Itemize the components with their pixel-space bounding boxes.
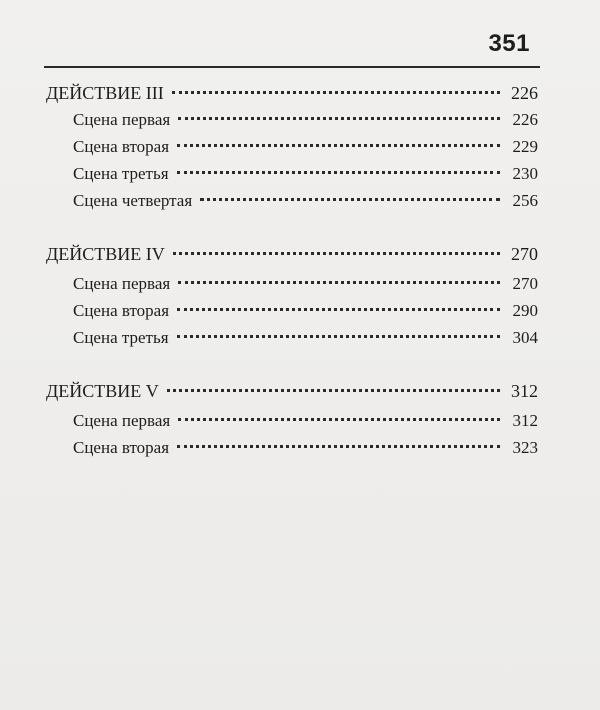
- act-title: ДЕЙСТВИЕ IV: [46, 244, 165, 264]
- act-page: 226: [511, 83, 538, 103]
- act-page: 312: [511, 381, 538, 401]
- dot-leader: [177, 445, 500, 448]
- page-number: 351: [488, 30, 530, 57]
- dot-leader: [177, 335, 500, 338]
- toc-scene: [46, 107, 538, 133]
- toc-scene: [46, 435, 538, 461]
- scene-page: 323: [512, 438, 538, 457]
- scene-page: 229: [512, 137, 538, 156]
- dot-leader: [177, 308, 500, 311]
- act-title: ДЕЙСТВИЕ III: [46, 83, 164, 103]
- scene-page: 290: [512, 301, 538, 320]
- toc-scene: [46, 325, 538, 351]
- scene-title: Сцена вторая: [73, 137, 170, 156]
- scene-title: Сцена первая: [73, 411, 171, 430]
- act-page: 270: [511, 244, 538, 264]
- dot-leader: [173, 252, 500, 255]
- toc-scene: [46, 298, 538, 324]
- scene-title: Сцена вторая: [73, 301, 170, 320]
- scene-page: 226: [512, 110, 538, 129]
- scene-title: Сцена вторая: [73, 438, 170, 457]
- toc-act-5: [46, 378, 538, 404]
- scene-title: Сцена третья: [73, 164, 169, 183]
- scene-page: 256: [512, 191, 538, 210]
- scene-page: 230: [512, 164, 538, 183]
- dot-leader: [200, 198, 500, 201]
- dot-leader: [178, 418, 500, 421]
- scene-title: Сцена первая: [73, 110, 171, 129]
- scene-title: Сцена третья: [73, 328, 169, 347]
- dot-leader: [177, 144, 500, 147]
- toc-scene: [46, 188, 538, 214]
- scene-page: 312: [512, 411, 538, 430]
- dot-leader: [178, 117, 500, 120]
- scene-page: 304: [512, 328, 538, 347]
- scene-title: Сцена четвертая: [73, 191, 193, 210]
- dot-leader: [167, 389, 500, 392]
- header-rule: [44, 66, 540, 68]
- toc-scene: [46, 408, 538, 434]
- toc-act-4: [46, 241, 538, 267]
- toc-scene: [46, 134, 538, 160]
- toc-scene: [46, 161, 538, 187]
- toc-scene: [46, 271, 538, 297]
- dot-leader: [177, 171, 500, 174]
- dot-leader: [172, 91, 500, 94]
- scene-title: Сцена первая: [73, 274, 171, 293]
- toc-act-3: [46, 80, 538, 106]
- scene-page: 270: [512, 274, 538, 293]
- dot-leader: [178, 281, 500, 284]
- act-title: ДЕЙСТВИЕ V: [46, 381, 159, 401]
